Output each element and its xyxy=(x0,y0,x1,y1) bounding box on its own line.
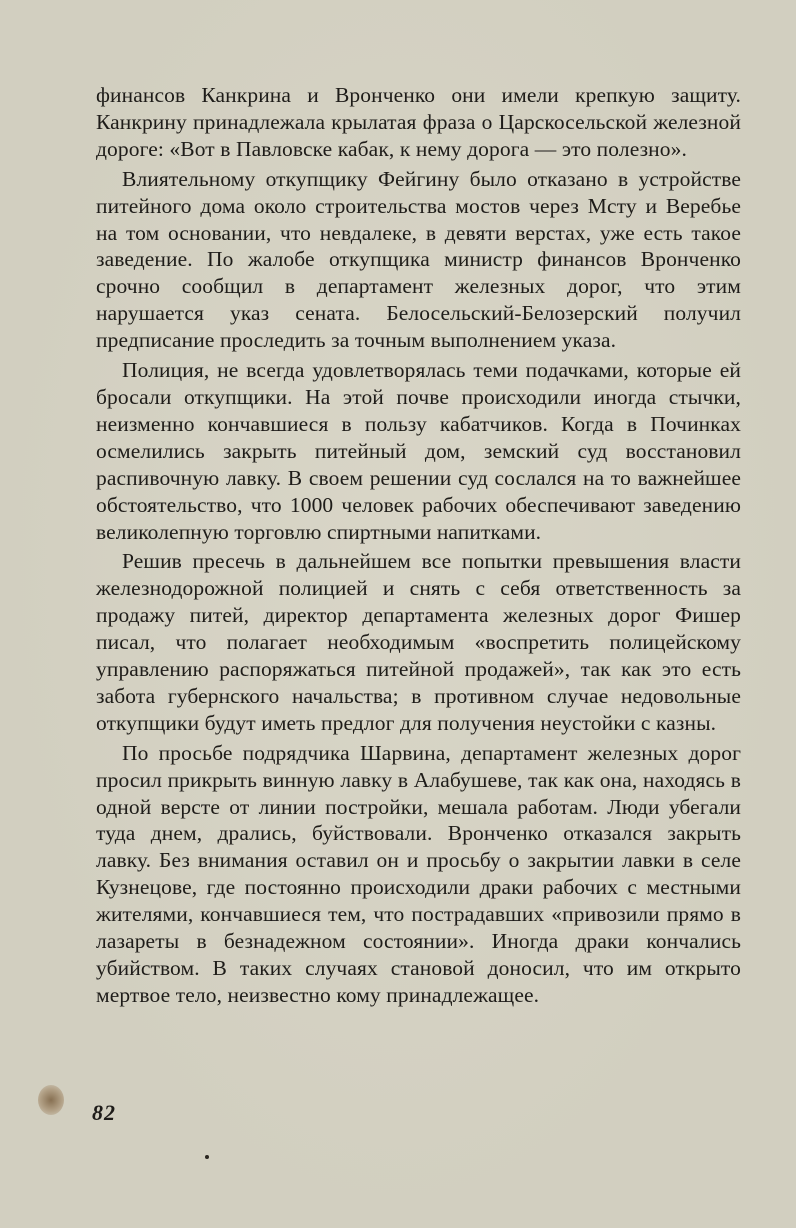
paragraph: По просьбе подрядчика Шарвина, департамент железных дорог просил прикрыть винную лавку в Алабушеве, так как она, находясь в одной версте от линии постройки, мешала работам. Люди убегали туда днем, дрались, буйствовали. Вронченко отказался закрыть лавку. Без внимания оставил он и просьбу о закрытии лавки в селе Кузнецове, где постоянно происходили драки рабочих с местными жителями, кончавшиеся тем, что пострадавших «привозили прямо в лазареты в безнадежном состоянии». Иногда драки кончались убийством. В таких случаях становой доносил, что им открыто мертвое тело, неизвестно кому принадлежащее. xyxy=(96,740,741,1007)
ink-stain xyxy=(38,1085,64,1115)
page-number: 82 xyxy=(92,1100,116,1125)
paragraph: Влиятельному откупщику Фейгину было отказано в устройстве питейного дома около строительства мостов через Мсту и Веребье на том основании, что невдалеке, в девяти верстах, уже есть такое заведение. По жалобе откупщика министр финансов Вронченко срочно сообщил в департамент железных дорог, что этим нарушается указ сената. Белосельский-Белозерский получил предписание проследить за точным выполнением указа. xyxy=(96,166,741,353)
paper-speck xyxy=(205,1155,209,1159)
body-text xyxy=(96,82,741,1009)
paragraph-continuation: финансов Канкрина и Вронченко они имели крепкую защиту. Канкрину принадлежала крылатая фраза о Царскосельской железной дороге: «Вот в Павловске кабак, к нему дорога — это полезно». xyxy=(96,83,741,161)
paragraph: Полиция, не всегда удовлетворялась теми подачками, которые ей бросали откупщики. На этой почве происходили иногда стычки, неизменно кончавшиеся в пользу кабатчиков. Когда в Починках осмелились закрыть питейный дом, земский суд восстановил распивочную лавку. В своем решении суд сослался на то важнейшее обстоятельство, что 1000 человек рабочих обеспечивают заведению великолепную торговлю спиртными напитками. xyxy=(96,358,741,544)
paragraph: Решив пресечь в дальнейшем все попытки превышения власти железнодорожной полицией и снять с себя ответственность за продажу питей, директор департамента железных дорог Фишер писал, что полагает необходимым «воспретить полицейскому управлению распоряжаться питейной продажей», так как это есть забота губернского начальства; в противном случае недовольные откупщики будут иметь предлог для получения неустойки с казны. xyxy=(96,549,741,735)
